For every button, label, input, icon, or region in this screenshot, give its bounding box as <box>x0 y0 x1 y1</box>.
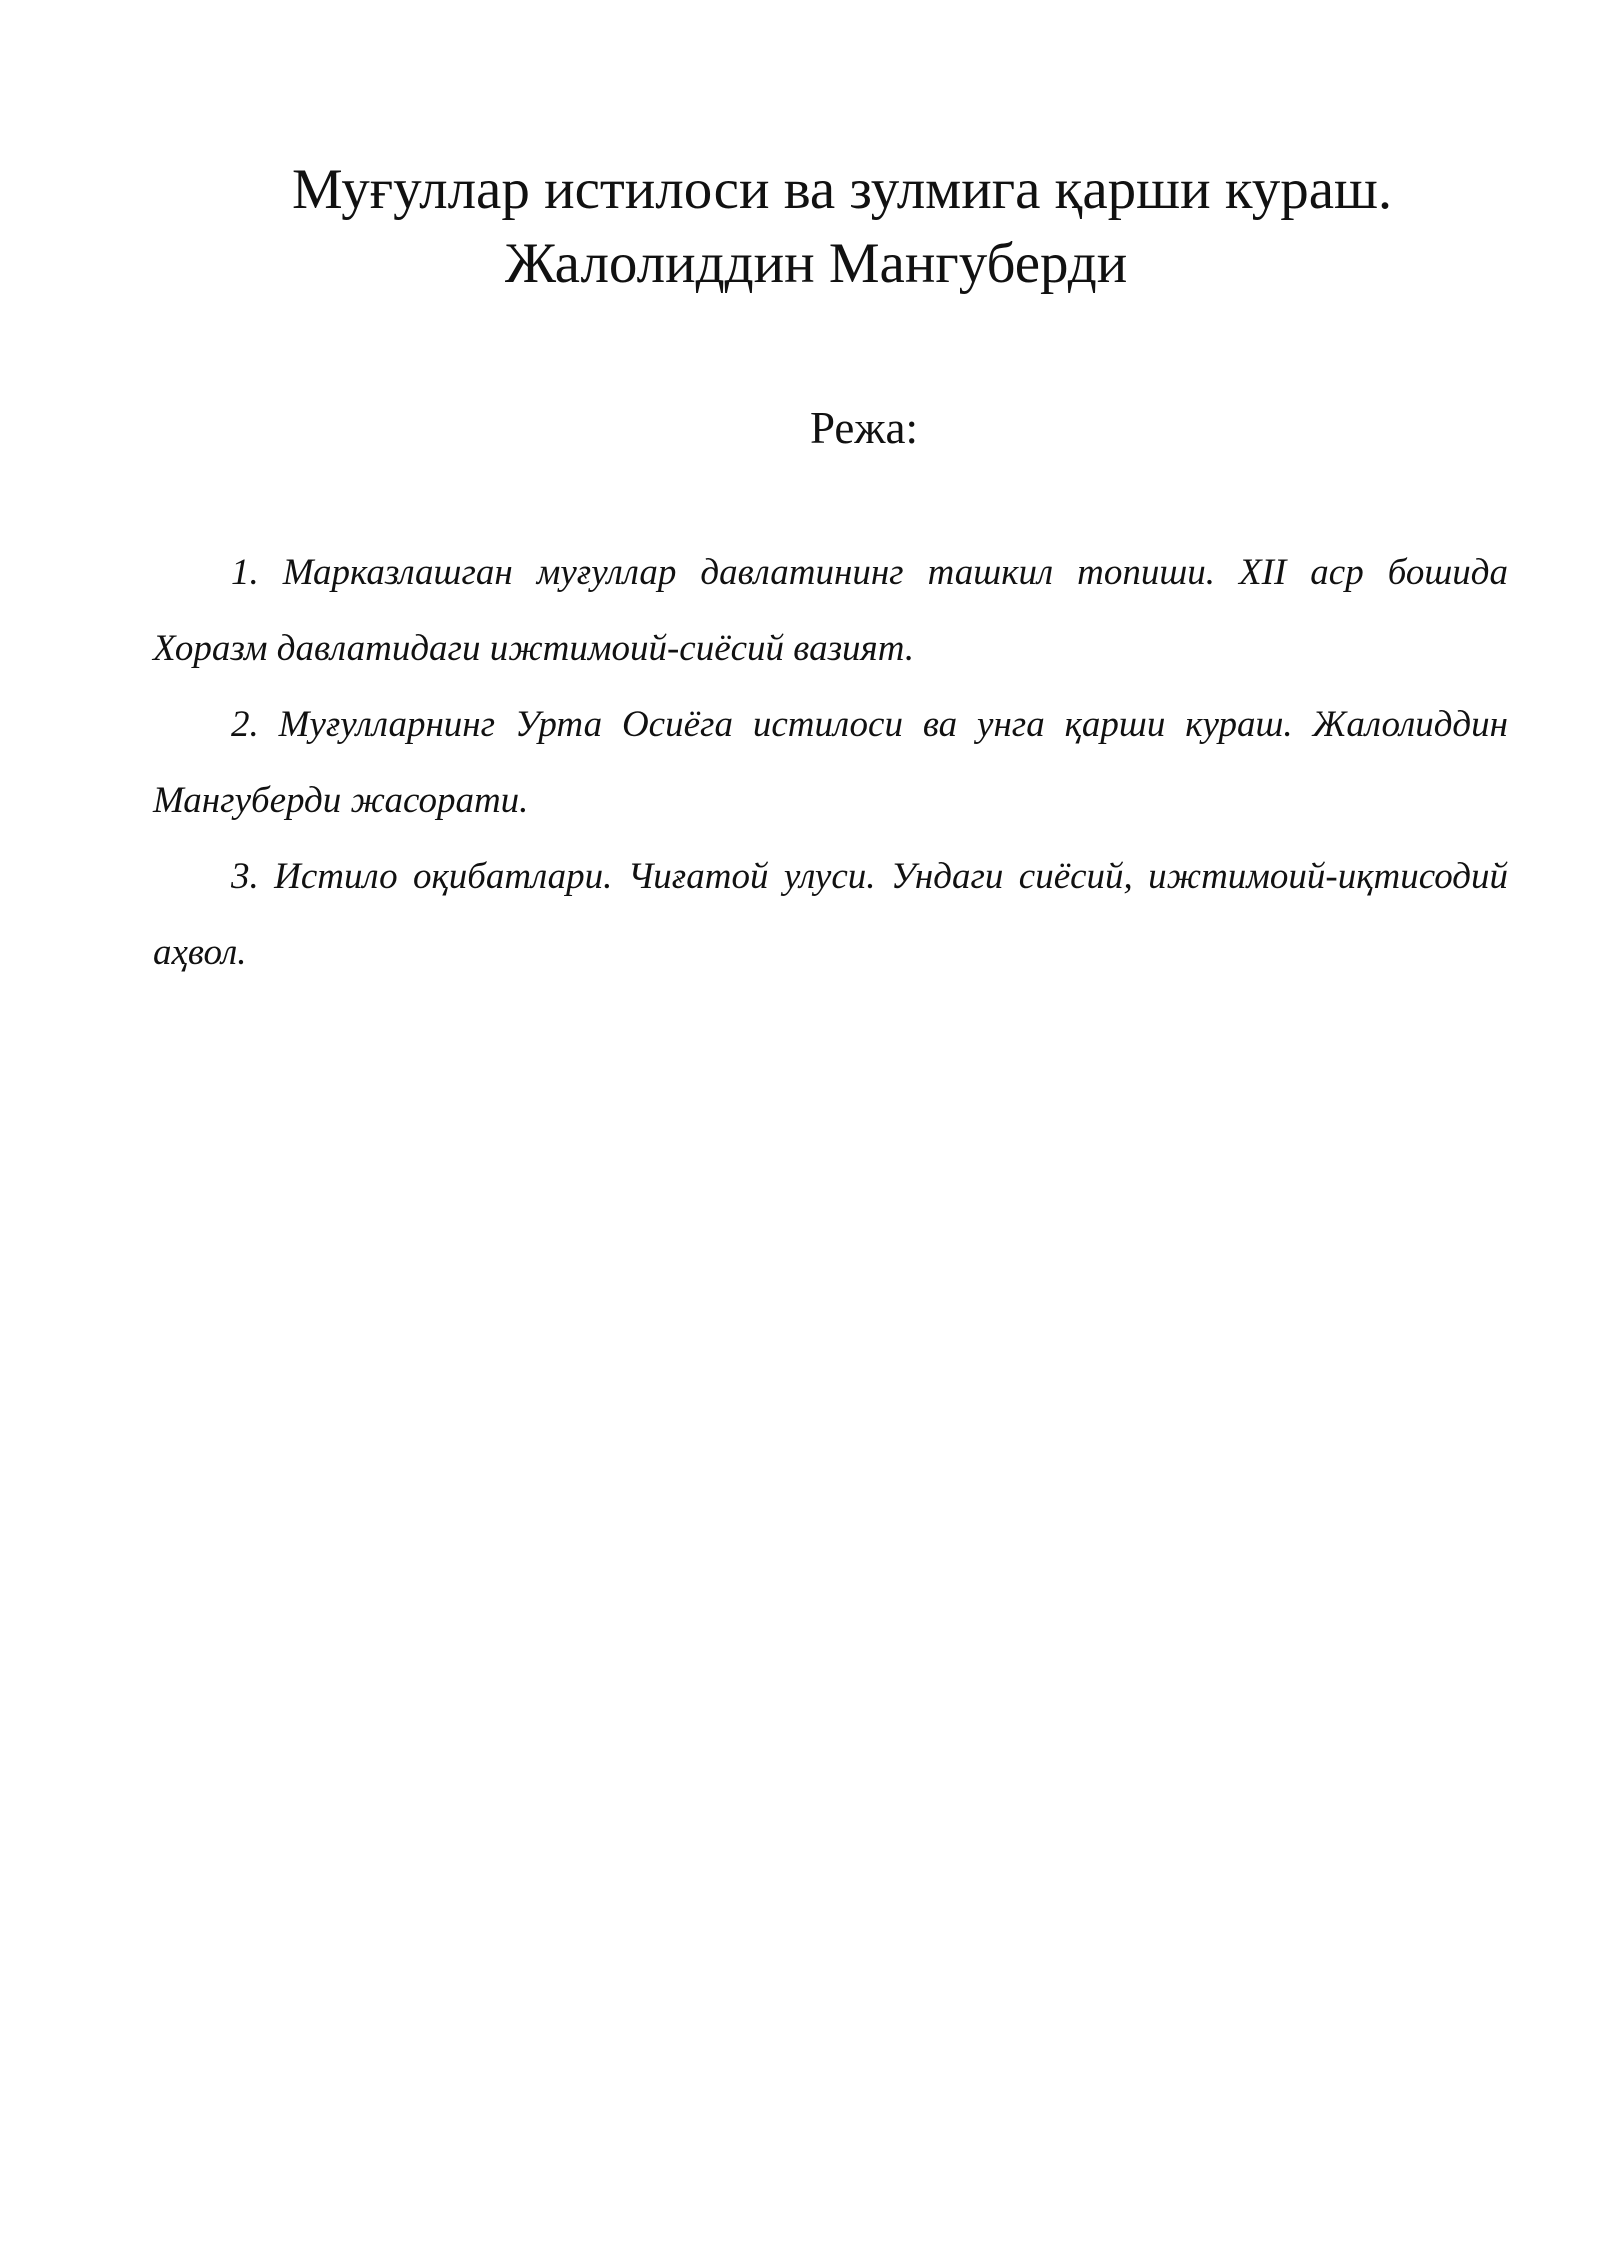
plan-heading: Режа: <box>810 403 918 453</box>
plan-item-2: 2. Муғулларнинг Урта Осиёга истилоси ва унга қарши кураш. Жалолиддин Мангуберди жасорати. <box>153 704 1508 821</box>
plan-list <box>153 535 1508 991</box>
document-title-line-1: Муғуллар истилоси ва зулмига қарши кураш. <box>292 158 1393 221</box>
plan-item-3: 3. Истило оқибатлари. Чиғатой улуси. Ундаги сиёсий, ижтимоий-иқтисодий аҳвол. <box>153 856 1508 973</box>
document-title-line-2: Жалолиддин Мангуберди <box>505 232 1128 295</box>
plan-item-1: 1. Марказлашган муғуллар давлатининг ташкил топиши. XII аср бошида Хоразм давлатидаги ижтимоий-сиёсий вазият. <box>153 552 1508 669</box>
